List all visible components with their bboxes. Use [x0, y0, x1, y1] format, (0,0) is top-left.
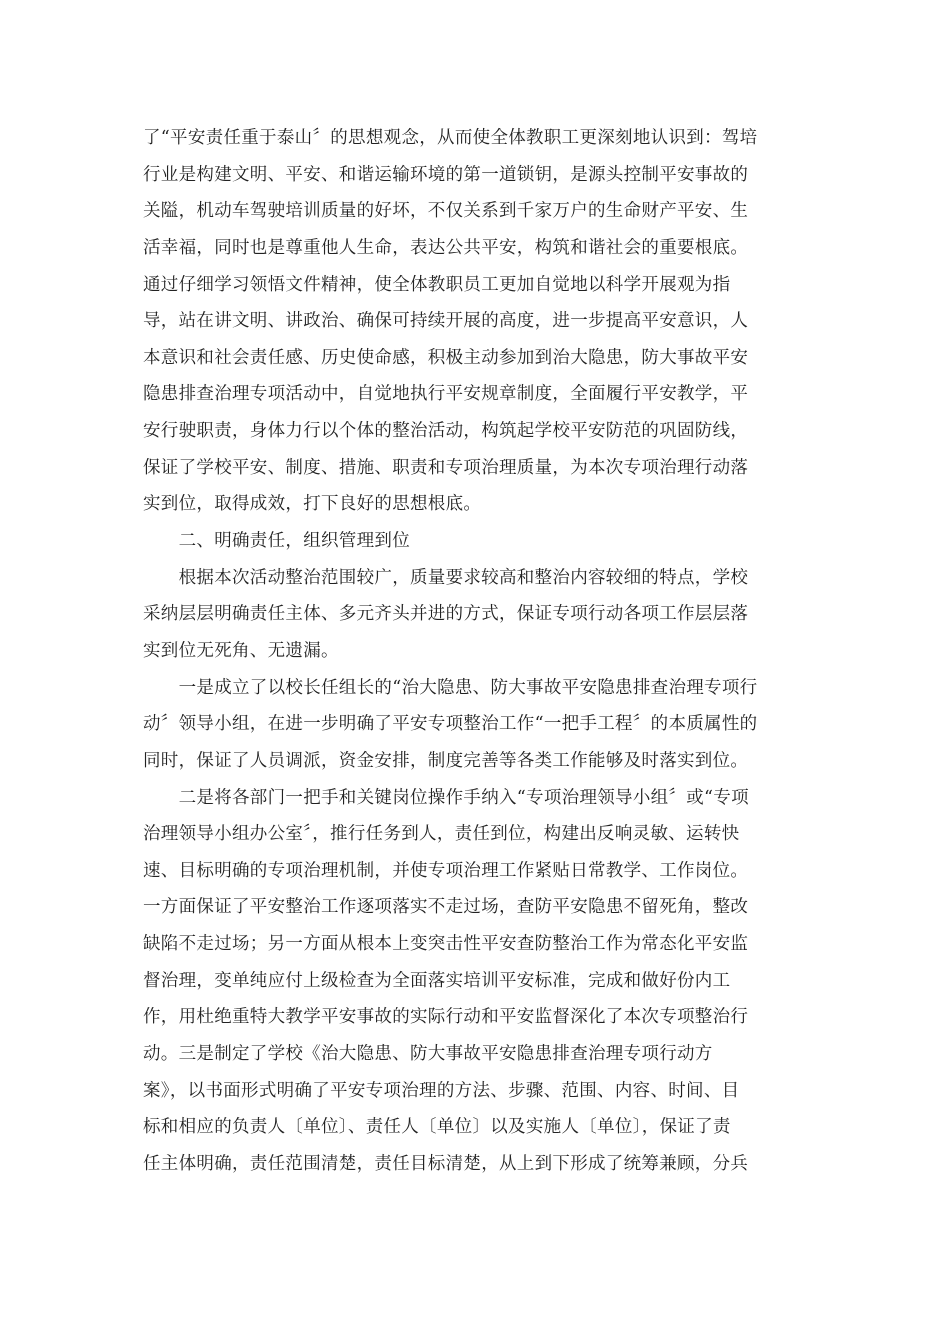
text-line: 关隘，机动车驾驶培训质量的好坏，不仅关系到千家万户的生命财产平安、生 [143, 201, 749, 222]
text-line: 任主体明确，责任范围清楚，责任目标清楚，从上到下形成了统筹兼顾，分兵 [143, 1153, 749, 1174]
text-line: 采纳层层明确责任主体、多元齐头并进的方式，保证专项行动各项工作层层落 [143, 604, 749, 625]
text-line: 通过仔细学习领悟文件精神，使全体教职员工更加自觉地以科学开展观为指 [143, 274, 731, 295]
text-line: 实到位无死角、无遗漏。 [143, 640, 339, 661]
text-line: 安行驶职责，身体力行以个体的整治活动，构筑起学校平安防范的巩固防线， [143, 421, 749, 442]
text-line: 治理领导小组办公室〞，推行任务到人，责任到位，构建出反响灵敏、运转快 [143, 824, 740, 845]
text-line: 实到位，取得成效，打下良好的思想根底。 [143, 494, 482, 515]
text-line: 案》，以书面形式明确了平安专项治理的方法、步骤、范围、内容、时间、目 [143, 1080, 740, 1101]
text-line: 动〞领导小组，在进一步明确了平安专项整治工作“一把手工程〞的本质属性的 [143, 714, 758, 735]
text-line: 活幸福，同时也是尊重他人生命，表达公共平安，构筑和谐社会的重要根底。 [143, 237, 749, 258]
text-line: 标和相应的负责人〔单位〕、责任人〔单位〕以及实施人〔单位〕，保证了责 [143, 1117, 731, 1138]
text-line: 作，用杜绝重特大教学平安事故的实际行动和平安监督深化了本次专项整治行 [143, 1007, 749, 1028]
text-line: 动。三是制定了学校《治大隐患、防大事故平安隐患排查治理专项行动方 [143, 1044, 713, 1065]
text-line: 根据本次活动整治范围较广，质量要求较高和整治内容较细的特点，学校 [143, 567, 749, 588]
text-line: 了“平安责任重于泰山〞的思想观念，从而使全体教职工更深刻地认识到：驾培 [143, 128, 758, 148]
text-line: 同时，保证了人员调派，资金安排，制度完善等各类工作能够及时落实到位。 [143, 750, 749, 771]
text-line: 导，站在讲文明、讲政治、确保可持续开展的高度，进一步提高平安意识，人 [143, 311, 749, 332]
document-body [143, 120, 807, 1183]
text-line: 一是成立了以校长任组长的“治大隐患、防大事故平安隐患排查治理专项行 [143, 677, 758, 698]
text-line: 本意识和社会责任感、历史使命感，积极主动参加到治大隐患，防大事故平安 [143, 347, 749, 368]
section-heading: 二、明确责任，组织管理到位 [143, 531, 410, 552]
text-line: 二是将各部门一把手和关键岗位操作手纳入“专项治理领导小组〞或“专项 [143, 787, 749, 808]
text-line: 督治理，变单纯应付上级检查为全面落实培训平安标准，完成和做好份内工 [143, 970, 731, 991]
text-line: 缺陷不走过场；另一方面从根本上变突击性平安查防整治工作为常态化平安监 [143, 934, 749, 955]
text-line: 一方面保证了平安整治工作逐项落实不走过场，查防平安隐患不留死角，整改 [143, 897, 749, 918]
text-line: 速、目标明确的专项治理机制，并使专项治理工作紧贴日常教学、工作岗位。 [143, 860, 749, 881]
text-line: 保证了学校平安、制度、措施、职责和专项治理质量，为本次专项治理行动落 [143, 457, 749, 478]
text-line: 行业是构建文明、平安、和谐运输环境的第一道锁钥，是源头控制平安事故的 [143, 164, 749, 185]
text-line: 隐患排查治理专项活动中，自觉地执行平安规章制度，全面履行平安教学，平 [143, 384, 749, 405]
